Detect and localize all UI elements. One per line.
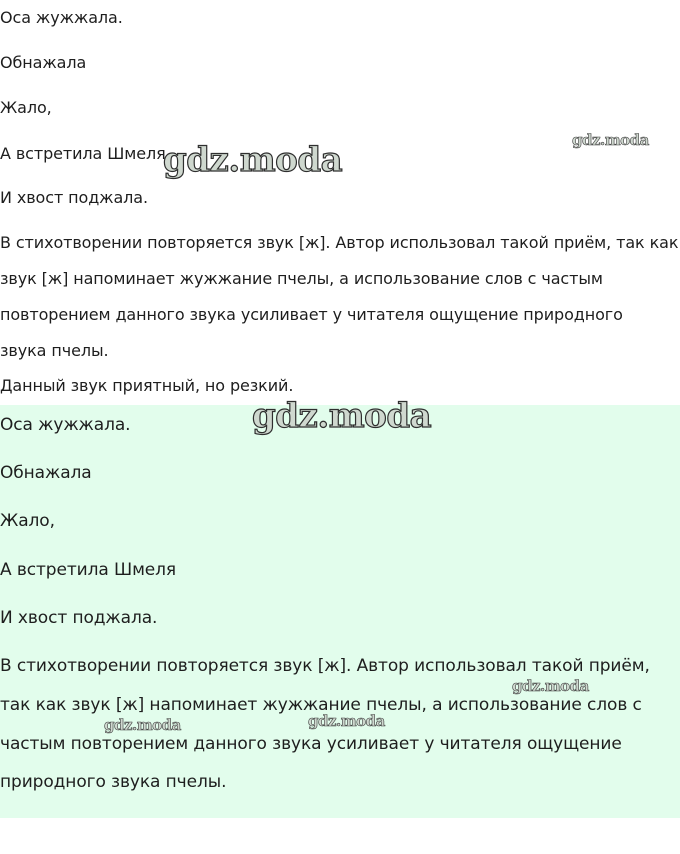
answer-green-section <box>0 405 680 818</box>
watermark-logo: gdz.moda <box>163 140 343 180</box>
watermark-logo: gdz.moda <box>572 131 649 149</box>
watermark-logo: gdz.moda <box>252 396 432 436</box>
explanation-line-1: В стихотворении повторяется звук [ж]. Автор использовал такой приём, <box>0 656 650 676</box>
poem-line-4: А встретила Шмеля <box>0 560 177 580</box>
explanation-line-2: так как звук [ж] напоминает жужжание пчелы, а использование слов с <box>0 695 642 715</box>
explanation-line-2: звук [ж] напоминает жужжание пчелы, а использование слов с частым <box>0 269 603 288</box>
poem-line-2: Обнажала <box>0 53 87 72</box>
poem-line-5: И хвост поджала. <box>0 188 148 207</box>
answer-top-section <box>0 0 680 405</box>
poem-line-4: А встретила Шмеля <box>0 144 166 163</box>
poem-line-5: И хвост поджала. <box>0 608 158 628</box>
explanation-line-4: природного звука пчелы. <box>0 772 227 792</box>
explanation-line-3: частым повторением данного звука усиливает у читателя ощущение <box>0 734 622 754</box>
explanation-line-4: звука пчелы. <box>0 341 109 360</box>
explanation-line-1: В стихотворении повторяется звук [ж]. Автор использовал такой приём, так как <box>0 233 679 252</box>
explanation-line-3: повторением данного звука усиливает у читателя ощущение природного <box>0 305 623 324</box>
poem-line-3: Жало, <box>0 98 52 117</box>
conclusion-line: Данный звук приятный, но резкий. <box>0 376 294 395</box>
poem-line-1: Оса жужжала. <box>0 415 131 435</box>
watermark-logo: gdz.moda <box>512 677 589 695</box>
watermark-logo: gdz.moda <box>308 712 385 730</box>
poem-line-1: Оса жужжала. <box>0 8 123 27</box>
poem-line-2: Обнажала <box>0 463 92 483</box>
poem-line-3: Жало, <box>0 511 55 531</box>
watermark-logo: gdz.moda <box>104 716 181 734</box>
